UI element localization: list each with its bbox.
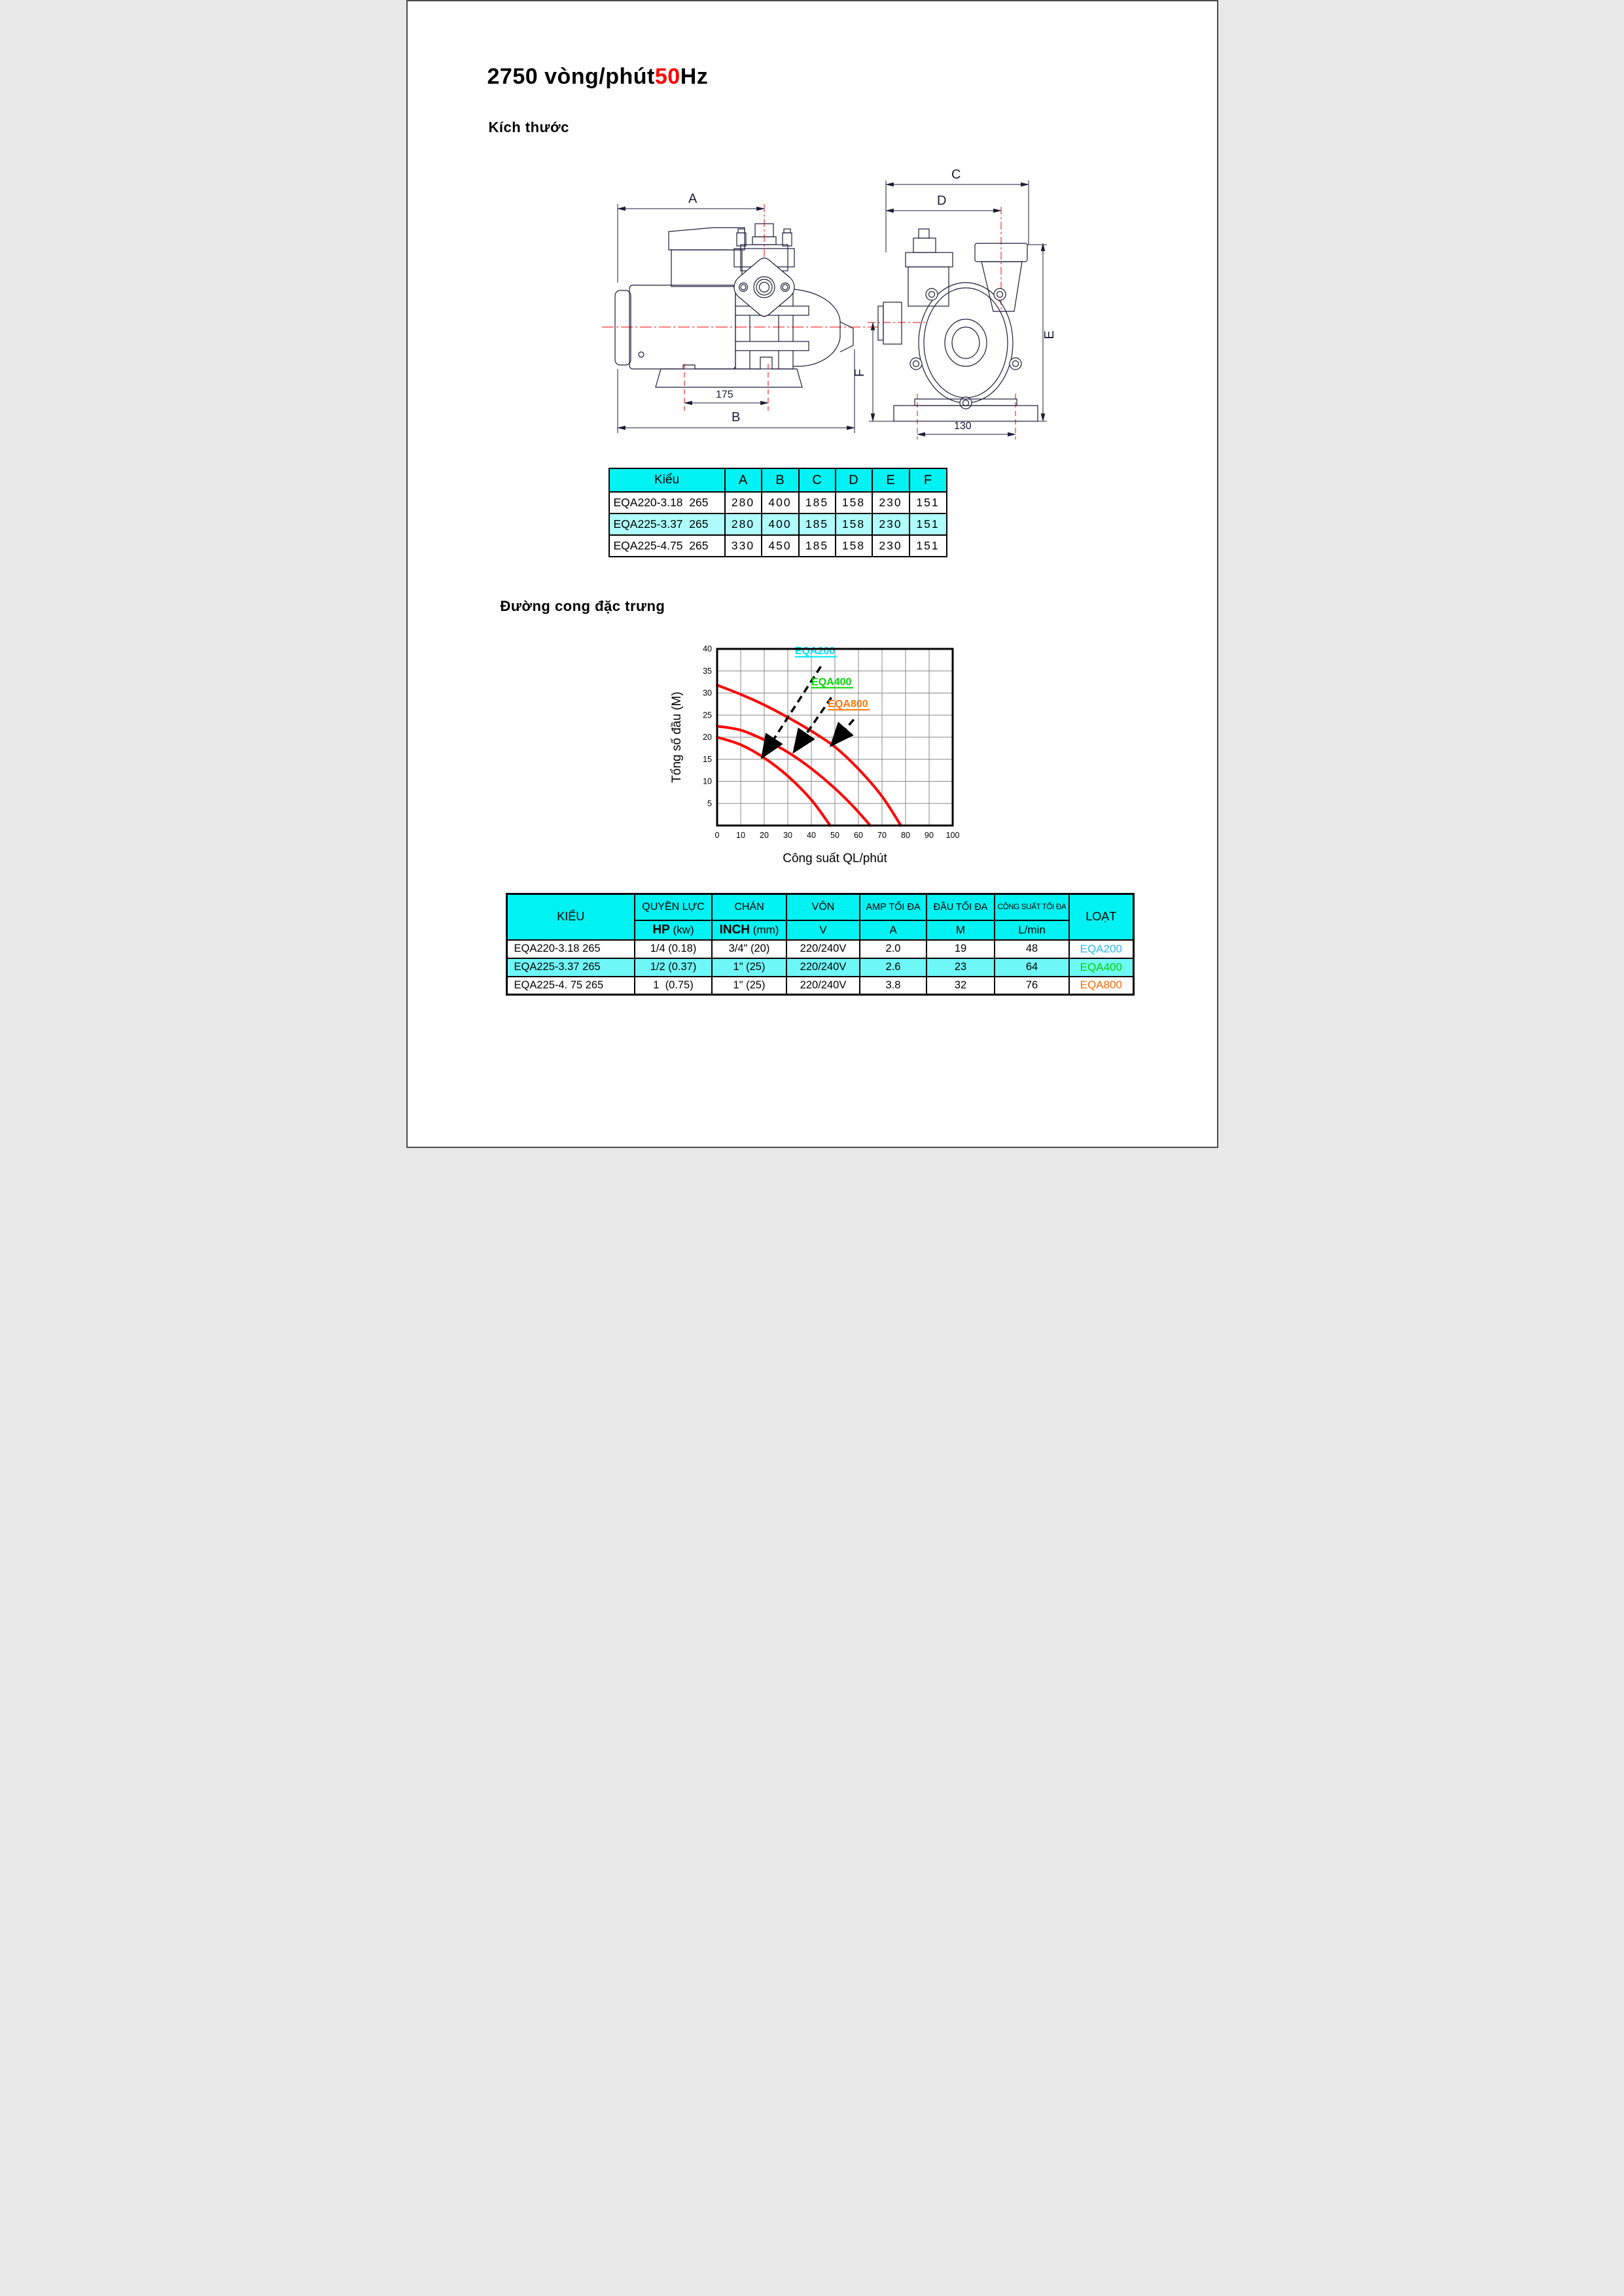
x-tick-label: 90 <box>924 831 934 840</box>
spec-table-cell: 32 <box>927 977 995 995</box>
datasheet-page <box>406 0 1218 1148</box>
x-tick-label: 0 <box>715 831 719 840</box>
title-hz: Hz <box>680 64 709 89</box>
spec-table-cell: 1/2 (0.37) <box>635 958 712 977</box>
cover-screw-lugs <box>910 288 1021 409</box>
valve-bolt-right <box>783 233 792 246</box>
dim-label-175: 175 <box>715 389 733 400</box>
title-rpm: 2750 vòng/phút <box>487 64 655 89</box>
dim-label-B: B <box>731 410 740 425</box>
spec-table-cell: 76 <box>995 977 1069 995</box>
chart-grid <box>717 649 953 826</box>
curves-heading: Đường cong đặc trưng <box>500 598 665 614</box>
spec-table-cell: 1 (0.75) <box>635 977 712 995</box>
valve-bolt-right-cap <box>784 229 790 233</box>
dim-table-cell: 230 <box>872 513 909 535</box>
spec-group-header: CHÁN <box>712 894 786 920</box>
dim-table-cell: EQA225-3.37 265 <box>609 513 725 535</box>
dim-col-header-D: D <box>836 468 872 492</box>
spec-table-cell: 2.0 <box>860 940 927 958</box>
y-tick-label: 5 <box>707 799 712 809</box>
dim-label-130: 130 <box>953 421 972 432</box>
y-tick-label: 25 <box>702 710 712 720</box>
y-axis-title: Tổng số đầu (M) <box>669 691 684 783</box>
spec-table-row <box>506 958 1133 977</box>
x-tick-label: 50 <box>830 831 839 840</box>
chart-curves <box>717 685 901 826</box>
pump-technical-drawing <box>593 147 1061 461</box>
hub-bore <box>952 327 980 358</box>
bell-nose <box>840 322 853 352</box>
side-view <box>602 192 878 433</box>
dim-table-cell: 151 <box>909 492 947 513</box>
dim-table-cell: 185 <box>799 492 836 513</box>
spec-unit-header: M <box>927 920 995 940</box>
page-title <box>487 64 709 90</box>
dim-col-header-A: A <box>725 468 762 492</box>
dim-col-header-F: F <box>909 468 947 492</box>
x-tick-label: 100 <box>945 831 959 840</box>
spec-col-model-header: KIỂU <box>506 894 635 940</box>
spec-header-row-1 <box>506 894 1133 920</box>
spec-group-header: VÔN <box>786 894 860 920</box>
spec-col-series-header: LOẠT <box>1069 894 1133 940</box>
shaft-end-box <box>883 302 902 344</box>
dim-table-cell: 185 <box>799 513 836 535</box>
spec-table-body <box>506 940 1133 995</box>
spec-table-cell: 220/240V <box>786 977 860 995</box>
specifications-table <box>506 893 1135 996</box>
dim-table-cell: 450 <box>762 535 799 557</box>
dim-table-cell: 158 <box>836 535 872 557</box>
spec-series-cell: EQA400 <box>1069 958 1133 977</box>
dimensions-table <box>609 468 947 557</box>
dim-col-header-E: E <box>872 468 909 492</box>
pump-cover-inner <box>924 288 1008 398</box>
dim-table-cell: 330 <box>725 535 762 557</box>
x-tick-label: 20 <box>759 831 769 840</box>
spec-series-cell: EQA800 <box>1069 977 1133 995</box>
y-tick-label: 15 <box>702 754 712 764</box>
spec-table-cell: 3.8 <box>860 977 927 995</box>
dim-table-cell: 158 <box>836 492 872 513</box>
series-label-EQA400: EQA400 <box>811 676 851 688</box>
dim-table-cell: 151 <box>909 513 947 535</box>
x-tick-label: 30 <box>783 831 792 840</box>
dim-label-D: D <box>936 194 946 208</box>
dim-table-cell: 230 <box>872 492 909 513</box>
title-frequency-accent: 50 <box>654 64 680 89</box>
arrow-EQA800 <box>834 720 854 742</box>
y-tick-label: 35 <box>702 666 712 676</box>
spec-unit-header: A <box>860 920 927 940</box>
dim-table-cell: EQA220-3.18 265 <box>609 492 725 513</box>
spec-table-cell: 220/240V <box>786 940 860 958</box>
terminal-nub-front <box>919 229 929 238</box>
port-ring-outer <box>754 277 775 298</box>
dim-table-cell: 400 <box>762 492 799 513</box>
drain-plug <box>639 352 644 357</box>
dim-table-row <box>609 513 947 535</box>
dim-table-cell: 280 <box>725 513 762 535</box>
y-tick-label: 10 <box>702 776 712 786</box>
x-tick-label: 70 <box>877 831 887 840</box>
dim-col-header-B: B <box>762 468 799 492</box>
spec-series-cell: EQA200 <box>1069 940 1133 958</box>
spec-table-cell: 1/4 (0.18) <box>635 940 712 958</box>
spec-table-cell: 2.6 <box>860 958 927 977</box>
x-tick-label: 40 <box>806 831 816 840</box>
bell-cover <box>793 289 840 366</box>
spec-table-row <box>506 977 1133 995</box>
terminal-body-front <box>908 267 949 306</box>
dim-table-cell: 185 <box>799 535 836 557</box>
dim-col-header-Kiểu: Kiểu <box>609 468 725 492</box>
x-tick-label: 80 <box>900 831 910 840</box>
shaft-end-flange <box>878 306 883 340</box>
x-axis-title: Công suất QL/phút <box>782 852 887 865</box>
dim-table-cell: 280 <box>725 492 762 513</box>
series-label-EQA200: EQA200 <box>794 646 835 657</box>
spec-table-cell: 3/4" (20) <box>712 940 786 958</box>
spec-group-header: AMP TỐI ĐA <box>860 894 927 920</box>
spec-table-cell: EQA220-3.18 265 <box>506 940 635 958</box>
front-view <box>853 167 1057 440</box>
spec-table-row <box>506 940 1133 958</box>
spec-table-cell: 19 <box>927 940 995 958</box>
dim-table-cell: 400 <box>762 513 799 535</box>
curve-EQA400 <box>717 726 870 826</box>
dim-label-E: E <box>1042 330 1057 339</box>
casing-plate-lower <box>735 341 809 351</box>
x-tick-label: 60 <box>853 831 863 840</box>
curve-EQA800 <box>717 685 901 826</box>
x-tick-label: 10 <box>735 831 745 840</box>
y-tick-label: 40 <box>702 644 712 653</box>
spec-table-cell: 64 <box>995 958 1069 977</box>
spec-unit-header: HP (kw) <box>635 920 712 940</box>
motor-end-cap <box>615 290 631 365</box>
terminal-lid-front <box>906 252 953 267</box>
spec-unit-header: V <box>786 920 860 940</box>
spec-unit-header: INCH (mm) <box>712 920 786 940</box>
spec-table-cell: 1" (25) <box>712 977 786 995</box>
spec-table-cell: EQA225-3.37 265 <box>506 958 635 977</box>
dim-table-row <box>609 492 947 513</box>
spec-table-cell: 48 <box>995 940 1069 958</box>
series-label-EQA800: EQA800 <box>827 699 868 710</box>
spec-group-header: CÔNG SUẤT TỐI ĐA <box>995 894 1069 920</box>
dim-label-A: A <box>688 192 697 206</box>
dim-label-C: C <box>951 167 961 182</box>
dimensions-heading: Kích thước <box>488 119 569 135</box>
dim-label-F: F <box>852 368 867 377</box>
y-tick-label: 30 <box>702 688 712 698</box>
terminal-box-lid <box>669 228 745 250</box>
spec-table-cell: 23 <box>927 958 995 977</box>
y-tick-label: 20 <box>702 733 712 742</box>
spec-table-cell: 220/240V <box>786 958 860 977</box>
hub-ring <box>945 319 987 366</box>
spec-unit-header: L/min <box>995 920 1069 940</box>
spec-table-cell: 1" (25) <box>712 958 786 977</box>
pump-cover-outer <box>919 283 1013 403</box>
dimensions-table-header-row <box>609 468 947 492</box>
spec-group-header: QUYỀN LỰC <box>635 894 712 920</box>
mounting-base <box>656 357 802 387</box>
valve-bolt-left-cap <box>738 229 745 233</box>
dim-table-cell: 230 <box>872 535 909 557</box>
performance-curve-chart <box>666 635 980 873</box>
dim-table-cell: 151 <box>909 535 947 557</box>
dimensions-table-body <box>609 492 947 557</box>
spec-table-cell: EQA225-4. 75 265 <box>506 977 635 995</box>
dim-col-header-C: C <box>799 468 836 492</box>
spec-group-header: ĐẦU TỐI ĐA <box>927 894 995 920</box>
dim-table-cell: 158 <box>836 513 872 535</box>
terminal-box-body <box>671 250 742 287</box>
dim-table-row <box>609 535 947 557</box>
dim-table-cell: EQA225-4.75 265 <box>609 535 725 557</box>
terminal-cap-front <box>913 238 936 252</box>
